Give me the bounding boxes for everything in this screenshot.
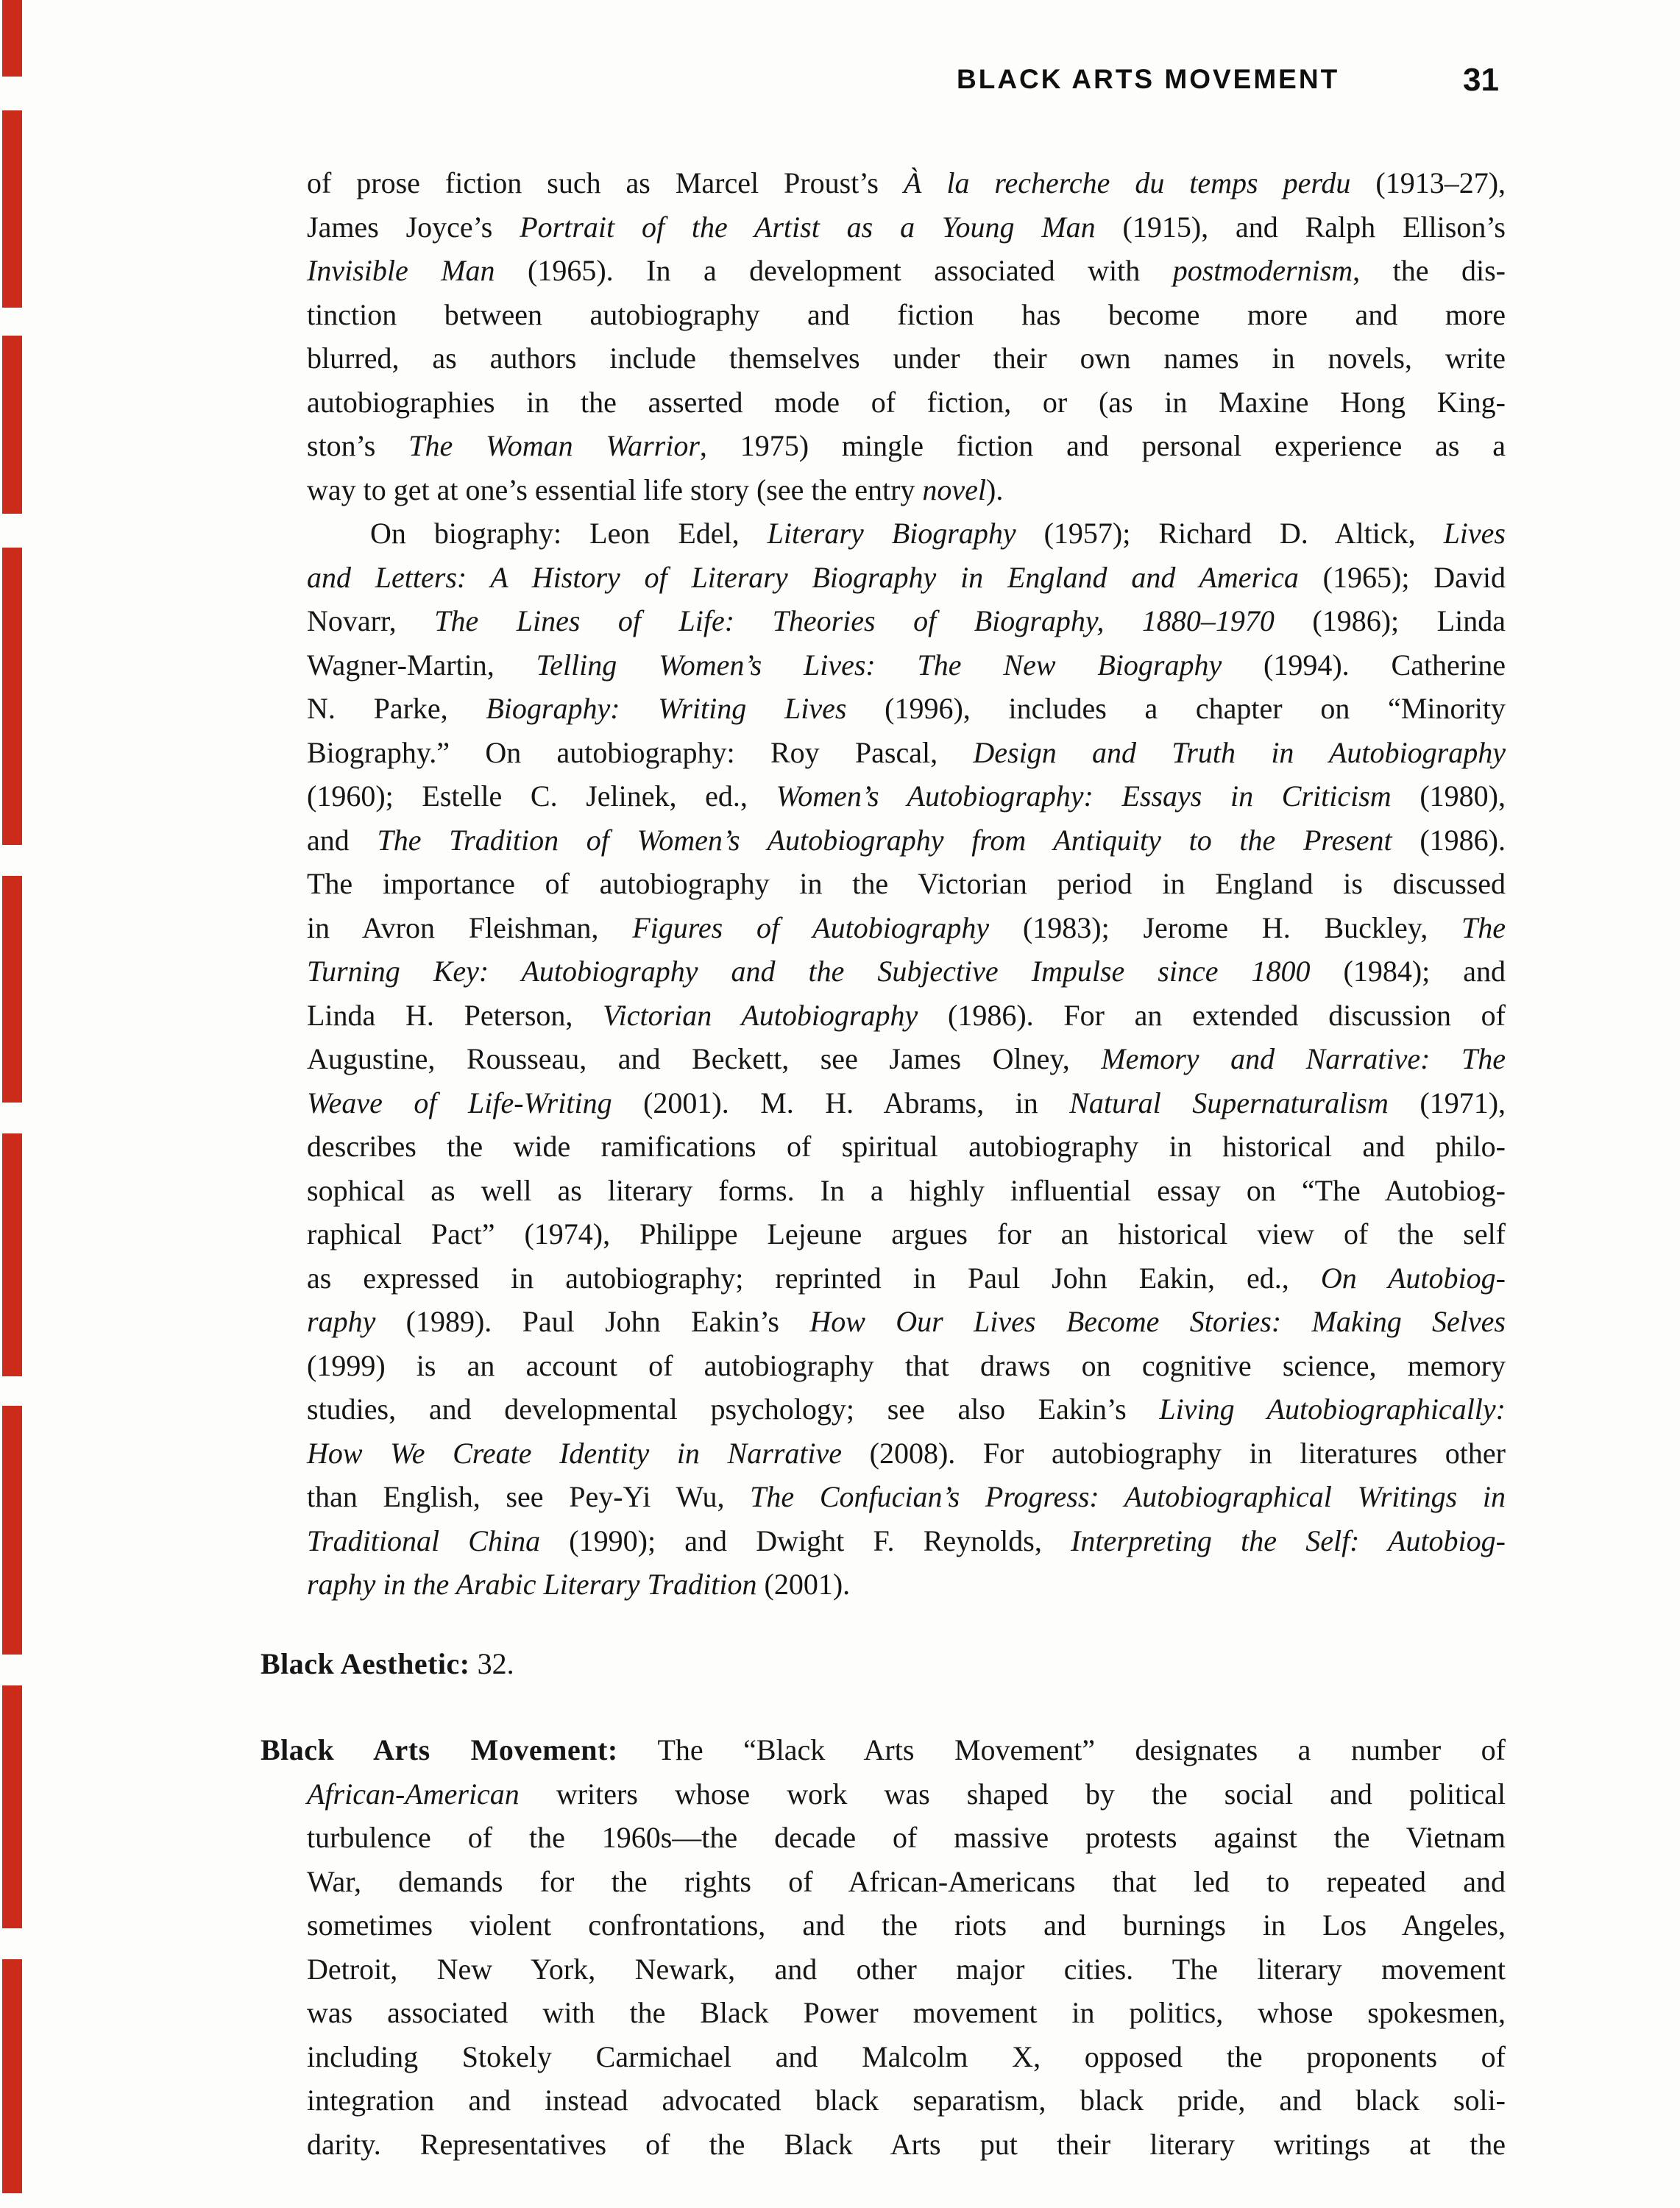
page-edge-mark [2,548,22,845]
text-line: sophical as well as literary forms. In a highly influential essay on “The Autobiog- [307,1173,1506,1207]
text-line: The importance of autobiography in the Victorian period in England is discussed [307,867,1506,900]
text-line: sometimes violent confrontations, and the riots and burnings in Los Angeles, [307,1908,1506,1942]
entry-autobiography-continuation [307,161,1506,1607]
page-edge-mark [2,1685,22,1928]
text-line: Wagner-Martin, Telling Women’s Lives: The New Biography (1994). Catherine [307,648,1506,682]
text-line: War, demands for the rights of African-Americans that led to repeated and [307,1864,1506,1898]
text-line: and The Tradition of Women’s Autobiography from Antiquity to the Present (1986). [307,823,1506,857]
text-line: describes the wide ramifications of spiritual autobiography in historical and philo- [307,1130,1506,1163]
text-line: Invisible Man (1965). In a development associated with postmodernism, the dis- [307,254,1506,287]
text-line: including Stokely Carmichael and Malcolm X, opposed the proponents of [307,2039,1506,2073]
text-line: in Avron Fleishman, Figures of Autobiography (1983); Jerome H. Buckley, The [307,910,1506,944]
text-line: On biography: Leon Edel, Literary Biography (1957); Richard D. Altick, Lives [370,517,1506,550]
page-edge-mark [2,110,22,308]
text-line: Detroit, New York, Newark, and other major cities. The literary movement [307,1952,1506,1986]
text-line: studies, and developmental psychology; see also Eakin’s Living Autobiographically: [307,1393,1506,1426]
text-line: Weave of Life-Writing (2001). M. H. Abrams, in Natural Supernaturalism (1971), [307,1086,1506,1119]
page-number: 31 [1463,62,1499,98]
text-line: Biography.” On autobiography: Roy Pascal, Design and Truth in Autobiography [307,735,1506,769]
text-line: Turning Key: Autobiography and the Subjective Impulse since 1800 (1984); and [307,955,1506,988]
page-edge-mark [2,1406,22,1655]
running-header-title: BLACK ARTS MOVEMENT [957,64,1340,94]
text-line: Black Aesthetic: 32. [260,1647,514,1680]
text-line: integration and instead advocated black separatism, black pride, and black soli- [307,2084,1506,2117]
text-line: Traditional China (1990); and Dwight F. Reynolds, Interpreting the Self: Autobiog- [307,1524,1506,1557]
text-line: raphy (1989). Paul John Eakin’s How Our Lives Become Stories: Making Selves [307,1305,1506,1338]
text-line: (1960); Estelle C. Jelinek, ed., Women’s Autobiography: Essays in Criticism (1980), [307,779,1506,813]
text-line: was associated with the Black Power movement in politics, whose spokesmen, [307,1996,1506,2029]
text-line: Augustine, Rousseau, and Beckett, see James Olney, Memory and Narrative: The [307,1042,1506,1075]
text-line: (1999) is an account of autobiography that draws on cognitive science, memory [307,1348,1506,1382]
text-line: James Joyce’s Portrait of the Artist as a Young Man (1915), and Ralph Ellison’s [307,210,1506,244]
text-line: autobiographies in the asserted mode of fiction, or (as in Maxine Hong King- [307,385,1506,419]
text-line: than English, see Pey-Yi Wu, The Confucian’s Progress: Autobiographical Writings in [307,1480,1506,1513]
entry-black-aesthetic [260,1642,1506,1686]
text-line: Black Arts Movement: The “Black Arts Movement” designates a number of [260,1733,1506,1766]
text-line: How We Create Identity in Narrative (2008). For autobiography in literatures other [307,1436,1506,1470]
page-edge-mark [2,876,22,1103]
text-line: darity. Representatives of the Black Arts put their literary writings at the [307,2127,1506,2161]
text-line: and Letters: A History of Literary Biography in England and America (1965); David [307,560,1506,594]
text-line: tinction between autobiography and fiction has become more and more [307,297,1506,331]
running-header [957,62,1516,99]
page-edge-mark [2,0,22,77]
text-line: as expressed in autobiography; reprinted in Paul John Eakin, ed., On Autobiog- [307,1261,1506,1295]
page-edge-mark [2,336,22,514]
text-line: African-American writers whose work was shaped by the social and political [307,1777,1506,1811]
text-line: raphical Pact” (1974), Philippe Lejeune argues for an historical view of the self [307,1217,1506,1250]
text-line: N. Parke, Biography: Writing Lives (1996), includes a chapter on “Minority [307,692,1506,725]
entry-black-arts-movement [260,1728,1506,2166]
text-line: ston’s The Woman Warrior, 1975) mingle fiction and personal experience as a [307,429,1506,462]
page-edge-mark [2,1959,22,2193]
text-line: blurred, as authors include themselves under their own names in novels, write [307,342,1506,375]
page-edge-mark [2,1133,22,1376]
text-line: of prose fiction such as Marcel Proust’s À la recherche du temps perdu (1913–27), [307,166,1506,199]
text-line: raphy in the Arabic Literary Tradition (2001). [307,1568,851,1601]
text-line: turbulence of the 1960s—the decade of massive protests against the Vietnam [307,1821,1506,1854]
text-line: way to get at one’s essential life story (see the entry novel). [307,473,1004,506]
text-line: Linda H. Peterson, Victorian Autobiography (1986). For an extended discussion of [307,998,1506,1032]
text-line: Novarr, The Lines of Life: Theories of Biography, 1880–1970 (1986); Linda [307,604,1506,637]
